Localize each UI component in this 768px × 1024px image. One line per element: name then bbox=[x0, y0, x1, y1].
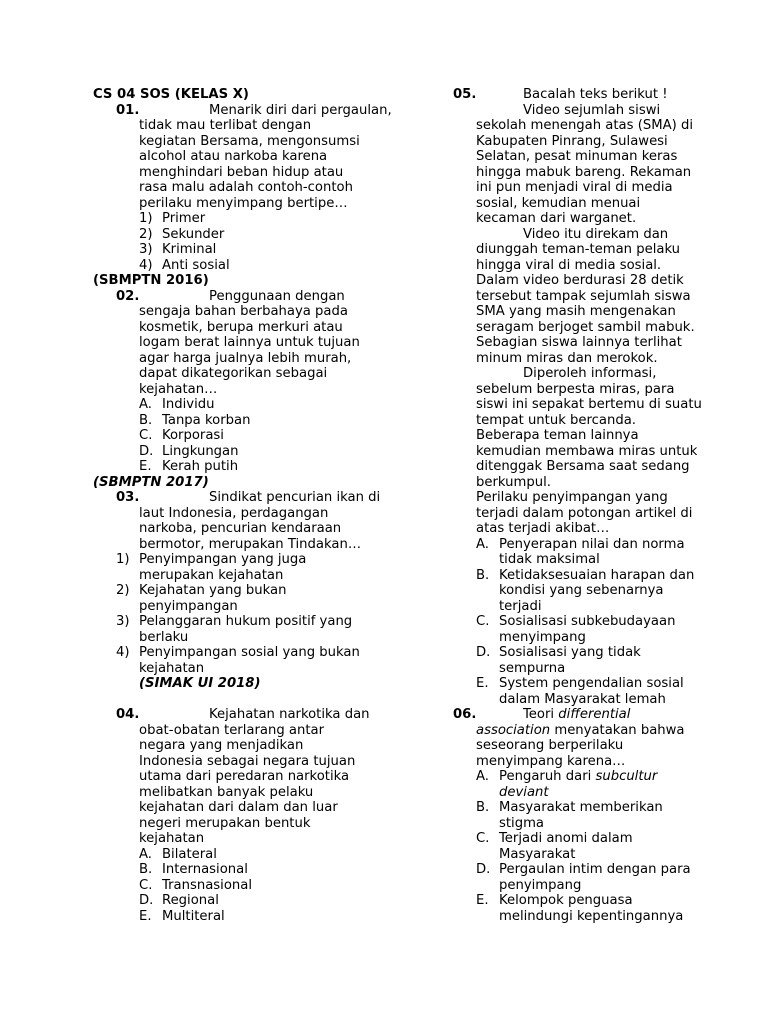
text-line: tempat untuk bercanda. bbox=[476, 412, 636, 428]
text-line: rasa malu adalah contoh-contoh bbox=[139, 180, 353, 195]
text-line: alcohol atau narkoba karena bbox=[139, 149, 328, 164]
question-number: 06. bbox=[453, 707, 477, 722]
question-05-passage bbox=[453, 103, 728, 708]
option-label: B. bbox=[476, 567, 490, 583]
option-text: Penyimpangan yang juga bbox=[139, 552, 307, 567]
option bbox=[476, 769, 728, 800]
text-line: kejahatan bbox=[139, 831, 205, 846]
option-label: E. bbox=[139, 908, 152, 924]
text-line: Dalam video berdurasi 28 detik bbox=[476, 273, 684, 288]
left-column bbox=[93, 87, 393, 924]
text-line: kejahatan… bbox=[139, 381, 218, 397]
option-text: kejahatan bbox=[139, 660, 205, 676]
option-label: E. bbox=[476, 893, 489, 908]
option-text: Kejahatan yang bukan bbox=[139, 583, 287, 598]
question-03 bbox=[93, 490, 393, 506]
document-title: CS 04 SOS (KELAS X) bbox=[93, 87, 249, 102]
text-line: kegiatan Bersama, mengonsumsi bbox=[139, 133, 360, 149]
option bbox=[139, 397, 393, 413]
option bbox=[139, 459, 393, 475]
option-text: System pengendalian sosial bbox=[499, 676, 684, 691]
option-label: 2) bbox=[139, 226, 153, 242]
option-text: penyimpangan bbox=[139, 598, 238, 614]
option-label: A. bbox=[476, 769, 489, 784]
option bbox=[476, 800, 728, 831]
question-text: Sindikat pencurian ikan di bbox=[209, 490, 381, 505]
source-label: (SIMAK UI 2018) bbox=[139, 676, 261, 691]
question-03-body bbox=[93, 506, 393, 553]
option-text: Terjadi anomi dalam bbox=[499, 831, 633, 846]
option-label: 3) bbox=[116, 614, 130, 629]
option-text: Transnasional bbox=[162, 877, 252, 893]
text-line: Beberapa teman lainnya bbox=[476, 428, 639, 443]
option bbox=[476, 614, 728, 645]
text-line: berkumpul. bbox=[476, 474, 551, 490]
option-text: Masyarakat bbox=[499, 846, 576, 862]
question-02 bbox=[93, 289, 393, 305]
option bbox=[139, 847, 393, 863]
option bbox=[476, 893, 728, 924]
option-text: Masyarakat memberikan bbox=[499, 800, 663, 815]
text-line: tersebut tampak sejumlah siswa bbox=[476, 288, 691, 304]
text-line: utama dari peredaran narkotika bbox=[139, 769, 350, 784]
text-line: SMA yang masih mengenakan bbox=[476, 304, 676, 319]
option-text: Tanpa korban bbox=[162, 412, 251, 428]
text-line: menghindari beban hidup atau bbox=[139, 164, 344, 180]
question-01-body bbox=[93, 118, 393, 273]
option-text: kondisi yang sebenarnya bbox=[499, 583, 664, 598]
text-line: sengaja bahan berbahaya pada bbox=[139, 304, 348, 319]
option-text: Penyimpangan sosial yang bukan bbox=[139, 645, 360, 660]
option-text: Multiteral bbox=[162, 908, 225, 924]
text-line: laut Indonesia, perdagangan bbox=[139, 505, 329, 521]
option bbox=[139, 413, 393, 429]
text-line: minum miras dan merokok. bbox=[476, 350, 658, 366]
text-line: kosmetik, berupa merkuri atau bbox=[139, 319, 343, 335]
option bbox=[116, 645, 393, 676]
option-text: Kriminal bbox=[162, 242, 217, 257]
option-text-italic: deviant bbox=[499, 784, 549, 800]
question-06 bbox=[453, 707, 728, 723]
text-line: diunggah teman-teman pelaku bbox=[476, 242, 681, 257]
option-text: Kerah putih bbox=[162, 459, 239, 474]
option-text: Bilateral bbox=[162, 846, 217, 862]
option-text: Anti sosial bbox=[162, 257, 230, 273]
question-01 bbox=[93, 103, 393, 119]
text-line: bermotor, merupakan Tindakan… bbox=[139, 536, 362, 552]
option bbox=[139, 227, 393, 243]
text-line: menyimpang karena… bbox=[476, 753, 626, 769]
text-line: dapat dikategorikan sebagai bbox=[139, 366, 328, 381]
option-label: 4) bbox=[116, 645, 130, 660]
option bbox=[139, 242, 393, 258]
text-line: ini pun menjadi viral di media bbox=[476, 180, 673, 195]
option-label: D. bbox=[139, 893, 154, 908]
option-label: A. bbox=[476, 536, 489, 552]
option-text-italic: subcultur bbox=[595, 769, 658, 784]
text-line: hingga mabuk bareng. Rekaman bbox=[476, 164, 692, 180]
question-number: 05. bbox=[453, 87, 477, 102]
text-line: logam berat lainnya untuk tujuan bbox=[139, 335, 360, 350]
option-text: Pengaruh dari bbox=[499, 769, 596, 784]
option-text: Korporasi bbox=[162, 428, 224, 443]
option-text: Sosialisasi yang tidak bbox=[499, 645, 641, 660]
text-line: agar harga jualnya lebih murah, bbox=[139, 350, 352, 366]
text-line: Sebagian siswa lainnya terlihat bbox=[476, 335, 682, 350]
option bbox=[116, 552, 393, 583]
text-line: hingga viral di media sosial. bbox=[476, 257, 662, 273]
option-text: dalam Masyarakat lemah bbox=[499, 691, 666, 707]
question-text: menyatakan bahwa bbox=[550, 722, 685, 738]
question-text: Penggunaan dengan bbox=[209, 288, 345, 304]
question-number: 02. bbox=[116, 288, 140, 304]
option-text: stigma bbox=[499, 815, 545, 831]
option bbox=[476, 831, 728, 862]
question-text-italic: association bbox=[476, 722, 551, 738]
text-line: Kabupaten Pinrang, Sulawesi bbox=[476, 133, 668, 149]
option-text: Lingkungan bbox=[162, 443, 239, 459]
option-text: sempurna bbox=[499, 660, 566, 676]
option bbox=[139, 428, 393, 444]
text-line: Selatan, pesat minuman keras bbox=[476, 149, 678, 164]
option bbox=[139, 444, 393, 460]
question-text: atas terjadi akibat… bbox=[476, 521, 610, 536]
option-text: Sosialisasi subkebudayaan bbox=[499, 614, 676, 629]
option-label: C. bbox=[476, 614, 490, 629]
question-text: terjadi dalam potongan artikel di bbox=[476, 505, 693, 521]
text-line: obat-obatan terlarang antar bbox=[139, 722, 325, 738]
option-text: penyimpang bbox=[499, 877, 582, 893]
option-text: berlaku bbox=[139, 629, 189, 645]
option-label: C. bbox=[476, 831, 490, 846]
question-text: Kejahatan narkotika dan bbox=[209, 707, 370, 722]
option-text: Kelompok penguasa bbox=[499, 893, 633, 908]
question-number: 04. bbox=[116, 707, 140, 722]
option-label: 4) bbox=[139, 257, 153, 273]
option-label: D. bbox=[139, 443, 154, 459]
option-text: Individu bbox=[162, 397, 215, 412]
text-line: tidak mau terlibat dengan bbox=[139, 118, 312, 133]
question-02-body bbox=[93, 304, 393, 475]
option-label: E. bbox=[476, 676, 489, 691]
option-label: 1) bbox=[116, 552, 130, 567]
text-line: ditenggak Bersama saat sedang bbox=[476, 459, 690, 474]
option-label: 1) bbox=[139, 211, 153, 226]
question-04 bbox=[93, 707, 393, 723]
option-label: B. bbox=[139, 862, 153, 877]
option-label: 3) bbox=[139, 242, 153, 257]
text-line: perilaku menyimpang bertipe… bbox=[139, 195, 348, 211]
option-label: A. bbox=[139, 846, 152, 862]
option bbox=[476, 537, 728, 568]
source-label: (SBMPTN 2017) bbox=[93, 474, 209, 490]
option-label: A. bbox=[139, 397, 152, 412]
option-label: C. bbox=[139, 428, 153, 443]
option bbox=[476, 568, 728, 615]
question-text: Bacalah teks berikut ! bbox=[523, 87, 668, 102]
option-label: B. bbox=[139, 412, 153, 428]
option-text: Regional bbox=[162, 893, 219, 908]
option-text: tidak maksimal bbox=[499, 552, 600, 567]
option-label: D. bbox=[476, 862, 491, 877]
text-line: siswi ini sepakat bertemu di suatu bbox=[476, 397, 702, 412]
option-text: Primer bbox=[162, 211, 206, 226]
option bbox=[476, 676, 728, 707]
text-line: Indonesia sebagai negara tujuan bbox=[139, 753, 356, 769]
text-line: narkoba, pencurian kendaraan bbox=[139, 521, 342, 536]
option-text: Penyerapan nilai dan norma bbox=[499, 536, 685, 552]
option bbox=[139, 878, 393, 894]
option-text: terjadi bbox=[499, 598, 542, 614]
option bbox=[476, 645, 728, 676]
question-text: Menarik diri dari pergaulan, bbox=[209, 102, 392, 118]
option bbox=[139, 909, 393, 925]
option-text: Pelanggaran hukum positif yang bbox=[139, 614, 353, 629]
option-text: merupakan kejahatan bbox=[139, 567, 284, 583]
text-line: sosial, kemudian menuai bbox=[476, 195, 641, 211]
question-05 bbox=[453, 87, 728, 103]
option-label: E. bbox=[139, 459, 152, 474]
option bbox=[139, 211, 393, 227]
text-line: melibatkan banyak pelaku bbox=[139, 784, 314, 800]
text-line: kecaman dari warganet. bbox=[476, 211, 637, 226]
option-text: Pergaulan intim dengan para bbox=[499, 862, 691, 877]
question-number: 03. bbox=[116, 490, 140, 505]
option-text: melindungi kepentingannya bbox=[499, 908, 684, 924]
question-text: Perilaku penyimpangan yang bbox=[476, 490, 668, 505]
option bbox=[116, 583, 393, 614]
option-label: D. bbox=[476, 645, 491, 660]
text-line: seseorang berperilaku bbox=[476, 738, 624, 753]
option bbox=[139, 893, 393, 909]
option-text: Ketidaksesuaian harapan dan bbox=[499, 567, 695, 583]
question-number: 01. bbox=[116, 102, 140, 118]
question-04-body bbox=[93, 723, 393, 925]
option-text: menyimpang bbox=[499, 629, 586, 645]
option-text: Internasional bbox=[162, 862, 248, 877]
option bbox=[139, 258, 393, 274]
option-label: B. bbox=[476, 800, 490, 815]
option bbox=[139, 862, 393, 878]
source-label: (SBMPTN 2016) bbox=[93, 273, 209, 288]
text-line: Diperoleh informasi, bbox=[523, 366, 657, 381]
text-line: negeri merupakan bentuk bbox=[139, 815, 311, 831]
question-text-italic: differential bbox=[558, 707, 631, 722]
text-line: kejahatan dari dalam dan luar bbox=[139, 800, 338, 815]
question-06-body bbox=[453, 723, 728, 925]
question-03-options bbox=[93, 552, 393, 676]
text-line: seragam berjoget sambil mabuk. bbox=[476, 319, 695, 335]
option-label: 2) bbox=[116, 583, 130, 598]
option-text: Sekunder bbox=[162, 226, 225, 242]
option-label: C. bbox=[139, 877, 153, 893]
option bbox=[116, 614, 393, 645]
question-text: Teori bbox=[523, 707, 559, 722]
text-line: kemudian membawa miras untuk bbox=[476, 443, 698, 459]
text-line: sebelum berpesta miras, para bbox=[476, 381, 675, 397]
text-line: Video itu direkam dan bbox=[523, 226, 669, 242]
text-line: sekolah menengah atas (SMA) di bbox=[476, 118, 693, 133]
text-line: negara yang menjadikan bbox=[139, 738, 304, 753]
option bbox=[476, 862, 728, 893]
right-column bbox=[453, 87, 728, 924]
text-line: Video sejumlah siswi bbox=[523, 102, 661, 118]
